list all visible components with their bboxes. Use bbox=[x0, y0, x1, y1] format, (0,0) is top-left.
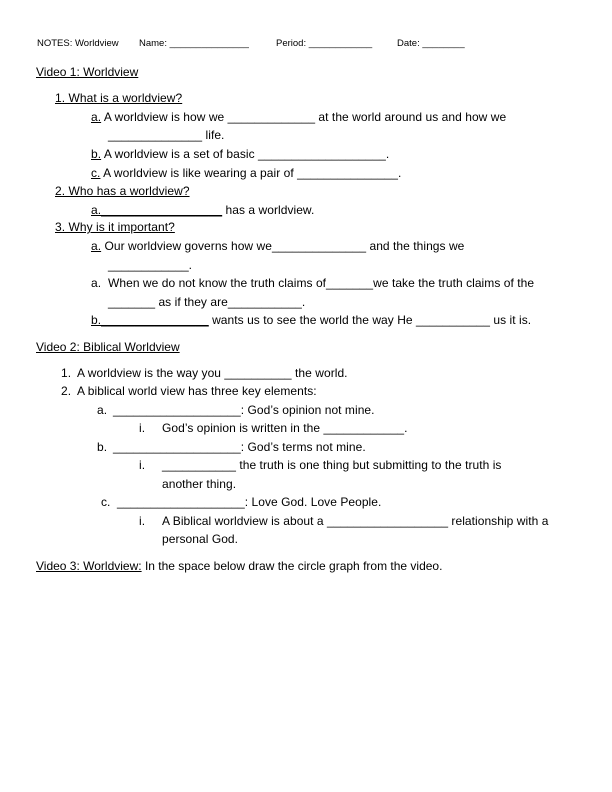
v1-q3b-text: wants us to see the world the way He ___________ us it is. bbox=[208, 313, 532, 327]
v2-b-i-marker: i. bbox=[139, 458, 146, 472]
v1-q2a bbox=[91, 203, 314, 217]
video3-title: Video 3: Worldview: bbox=[36, 559, 142, 573]
v1-q1b bbox=[91, 147, 389, 161]
video3-text: In the space below draw the circle graph from the video. bbox=[141, 559, 443, 573]
v2-item1: A worldview is the way you __________ the world. bbox=[77, 366, 348, 380]
v2-a-marker: a. bbox=[97, 403, 108, 417]
v1-q2a-text: has a worldview. bbox=[222, 203, 315, 217]
header-period-field: Period: ____________ bbox=[276, 38, 373, 49]
v1-q1b-text: A worldview is a set of basic ___________________. bbox=[101, 147, 390, 161]
v2-c-marker: c. bbox=[101, 495, 111, 509]
v2-c: ___________________: Love God. Love People. bbox=[117, 495, 382, 509]
v1-q1c bbox=[91, 166, 401, 180]
v1-q2a-marker: a.__________________ bbox=[91, 203, 223, 217]
v1-q3a2-line1: When we do not know the truth claims of_______we take the truth claims of the bbox=[108, 276, 535, 290]
v1-q1a-marker: a. bbox=[91, 110, 102, 124]
v1-q3a-line1: Our worldview governs how we______________ and the things we bbox=[101, 239, 465, 253]
header-notes: NOTES: Worldview bbox=[37, 38, 119, 49]
video1-title: Video 1: Worldview bbox=[36, 65, 139, 79]
v2-a-i-marker: i. bbox=[139, 421, 146, 435]
video3-heading bbox=[36, 559, 442, 573]
v1-q3a2-line2: _______ as if they are___________. bbox=[108, 295, 306, 309]
v2-a-i: God’s opinion is written in the ____________. bbox=[162, 421, 408, 435]
v2-c-i-line1: A Biblical worldview is about a __________________ relationship with a bbox=[162, 514, 549, 528]
v1-q3: 3. Why is it important? bbox=[55, 220, 175, 234]
header-name-field: Name: _______________ bbox=[139, 38, 249, 49]
v2-b-i-line2: another thing. bbox=[162, 477, 237, 491]
v1-q3a bbox=[91, 239, 464, 253]
v1-q3a-line2: ____________. bbox=[108, 258, 193, 272]
v1-q3a-marker: a. bbox=[91, 239, 102, 253]
video2-title: Video 2: Biblical Worldview bbox=[36, 340, 180, 354]
v1-q2: 2. Who has a worldview? bbox=[55, 184, 190, 198]
v1-q3b-marker: b.________________ bbox=[91, 313, 209, 327]
v1-q3a2 bbox=[91, 276, 101, 290]
v1-q1a bbox=[91, 110, 506, 124]
v2-item1-num: 1. bbox=[61, 366, 72, 380]
v1-q1a-line1: A worldview is how we _____________ at the world around us and how we bbox=[101, 110, 507, 124]
v2-item2-num: 2. bbox=[61, 384, 72, 398]
header-date-field: Date: ________ bbox=[397, 38, 465, 49]
v1-q3a2-marker: a. bbox=[91, 276, 102, 290]
v1-q1c-marker: c. bbox=[91, 166, 101, 180]
v1-q1c-text: A worldview is like wearing a pair of _______________. bbox=[100, 166, 402, 180]
v1-q1a-line2: ______________ life. bbox=[108, 128, 225, 142]
v2-b: ___________________: God’s terms not mine. bbox=[113, 440, 366, 454]
v2-item2: A biblical world view has three key elements: bbox=[77, 384, 317, 398]
v2-a: ___________________: God’s opinion not mine. bbox=[113, 403, 375, 417]
v1-q1b-marker: b. bbox=[91, 147, 102, 161]
v2-b-marker: b. bbox=[97, 440, 108, 454]
v2-c-i-line2: personal God. bbox=[162, 532, 239, 546]
v1-q1: 1. What is a worldview? bbox=[55, 91, 183, 105]
v2-c-i-marker: i. bbox=[139, 514, 146, 528]
v1-q3b bbox=[91, 313, 531, 327]
v2-b-i-line1: ___________ the truth is one thing but submitting to the truth is bbox=[162, 458, 502, 472]
